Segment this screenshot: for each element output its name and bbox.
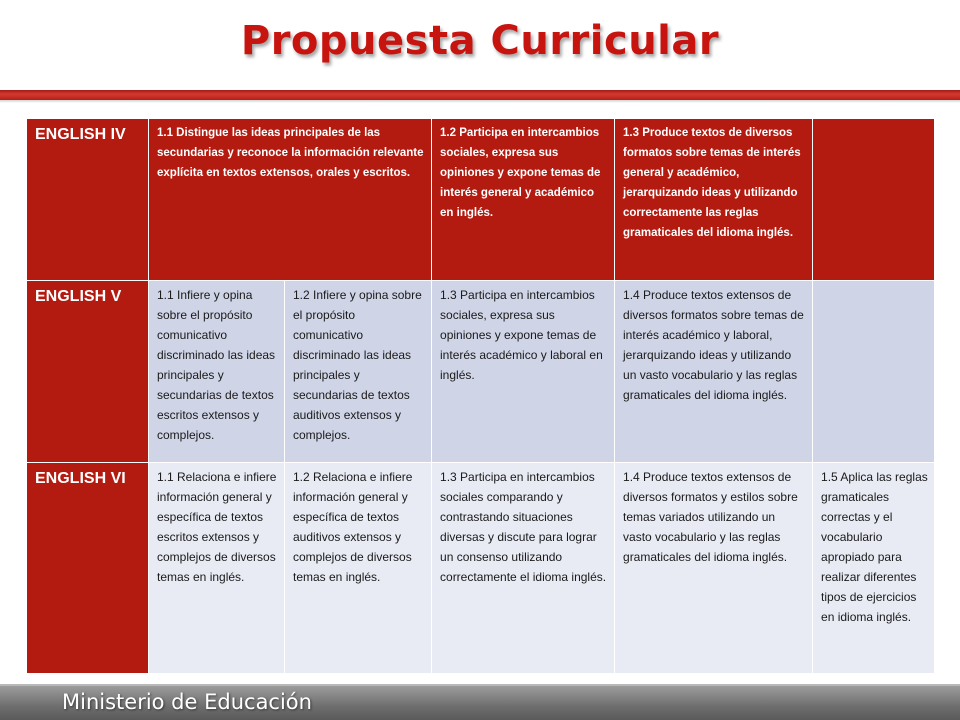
curriculum-table — [26, 118, 935, 674]
table-cell: 1.2 Participa en intercambios sociales, expresa sus opiniones y expone temas de interés general y académico en inglés. — [432, 119, 615, 281]
table-cell: 1.3 Produce textos de diversos formatos sobre temas de interés general y académico, jerarquizando ideas y utilizando correctamente las reglas gramaticales del idioma inglés. — [615, 119, 813, 281]
footer-ministry: Ministerio de Educación — [62, 690, 312, 714]
table-row-english-iv — [27, 119, 935, 281]
table-cell: 1.4 Produce textos extensos de diversos formatos sobre temas de interés académico y laboral, jerarquizando ideas y utilizando un vasto vocabulario y las reglas gramaticales del idioma inglés. — [615, 281, 813, 463]
row-label-english-iv: ENGLISH IV — [27, 119, 149, 281]
table-cell: 1.3 Participa en intercambios sociales comparando y contrastando situaciones diversas y discute para lograr un consenso utilizando correctamente el idioma inglés. — [432, 463, 615, 674]
table-cell: 1.1 Infiere y opina sobre el propósito comunicativo discriminado las ideas principales y secundarias de textos escritos extensos y complejos. — [149, 281, 285, 463]
table-cell: 1.1 Distingue las ideas principales de las secundarias y reconoce la información relevante explícita en textos extensos, orales y escritos. — [149, 119, 432, 281]
page-title: Propuesta Curricular — [240, 18, 720, 64]
table-row-english-vi — [27, 463, 935, 674]
table-cell: 1.5 Aplica las reglas gramaticales correctas y el vocabulario apropiado para realizar diferentes tipos de ejercicios en idioma inglés. — [813, 463, 935, 674]
row-label-english-vi: ENGLISH VI — [27, 463, 149, 674]
table-cell: 1.4 Produce textos extensos de diversos formatos y estilos sobre temas variados utilizando un vasto vocabulario y las reglas gramaticales del idioma inglés. — [615, 463, 813, 674]
table-cell-empty — [813, 119, 935, 281]
table-cell: 1.1 Relaciona e infiere información general y específica de textos escritos extensos y complejos de diversos temas en inglés. — [149, 463, 285, 674]
title-divider — [0, 90, 960, 100]
table-cell: 1.2 Relaciona e infiere información general y específica de textos auditivos extensos y complejos de diversos temas en inglés. — [285, 463, 432, 674]
table-row-english-v — [27, 281, 935, 463]
row-label-english-v: ENGLISH V — [27, 281, 149, 463]
table-cell: 1.2 Infiere y opina sobre el propósito comunicativo discriminado las ideas principales y secundarias de textos auditivos extensos y complejos. — [285, 281, 432, 463]
table-cell-empty — [813, 281, 935, 463]
table-cell: 1.3 Participa en intercambios sociales, expresa sus opiniones y expone temas de interés académico y laboral en inglés. — [432, 281, 615, 463]
